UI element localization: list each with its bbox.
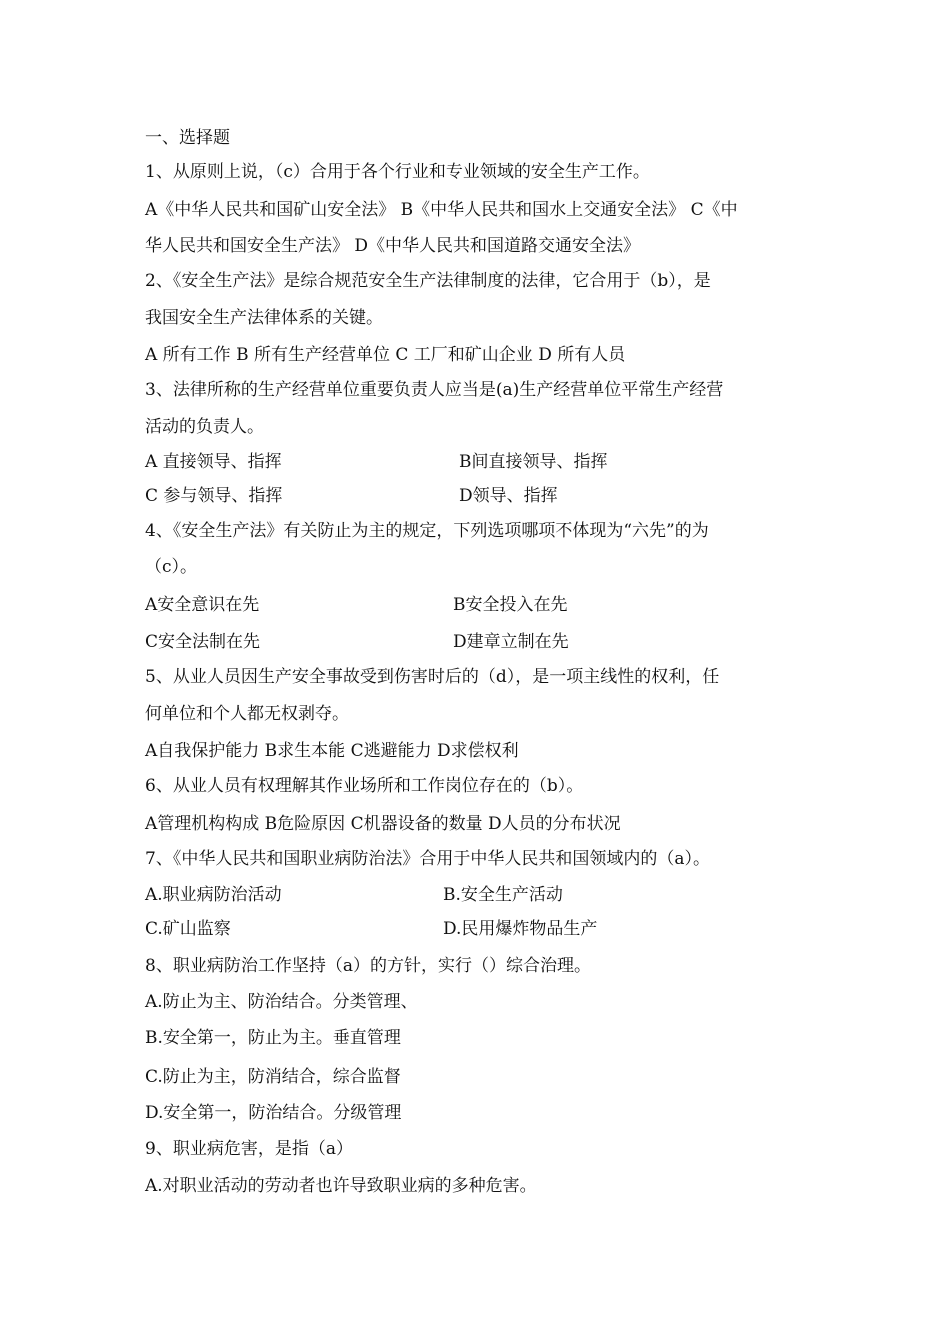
- question-7-option-d: D.民用爆炸物品生产: [443, 919, 598, 939]
- question-3-option-c: C 参与领导、指挥: [145, 486, 283, 506]
- question-4-option-a: A安全意识在先: [145, 595, 260, 615]
- question-7-stem: 7、《中华人民共和国职业病防治法》合用于中华人民共和国领域内的（a）。: [145, 849, 710, 869]
- question-7-option-c: C.矿山监察: [145, 919, 231, 939]
- section-title: 一、选择题: [145, 128, 230, 148]
- question-4-option-c: C安全法制在先: [145, 632, 261, 652]
- question-1-options-line-2: 华人民共和国安全生产法》 D《中华人民共和国道路交通安全法》: [145, 236, 641, 256]
- question-8-option-b: B.安全第一，防止为主。垂直管理: [145, 1028, 401, 1048]
- question-9-option-a: A.对职业活动的劳动者也许导致职业病的多种危害。: [145, 1176, 537, 1196]
- question-4-stem-line-2: （c）。: [145, 557, 198, 577]
- question-6-options: A管理机构构成 B危险原因 C机器设备的数量 D人员的分布状况: [145, 814, 621, 834]
- question-5-options: A自我保护能力 B求生本能 C逃避能力 D求偿权利: [145, 741, 519, 761]
- question-2-stem-line-1: 2、《安全生产法》是综合规范安全生产法律制度的法律，它合用于（b），是: [145, 271, 711, 291]
- question-6-stem: 6、从业人员有权理解其作业场所和工作岗位存在的（b）。: [145, 776, 584, 796]
- question-8-option-c: C.防止为主，防消结合，综合监督: [145, 1067, 401, 1087]
- question-5-stem-line-2: 何单位和个人都无权剥夺。: [145, 704, 349, 724]
- question-8-stem: 8、职业病防治工作坚持（a）的方针，实行（）综合治理。: [145, 956, 591, 976]
- question-9-stem: 9、职业病危害，是指（a）: [145, 1139, 353, 1159]
- question-4-option-b: B安全投入在先: [453, 595, 568, 615]
- question-3-option-a: A 直接领导、指挥: [145, 452, 282, 472]
- question-3-option-b: B间直接领导、指挥: [459, 452, 608, 472]
- question-4-stem-line-1: 4、《安全生产法》有关防止为主的规定，下列选项哪项不体现为“六先”的为: [145, 521, 709, 541]
- question-1-options-line-1: A《中华人民共和国矿山安全法》 B《中华人民共和国水上交通安全法》 C《中: [145, 200, 738, 220]
- question-3-option-d: D领导、指挥: [459, 486, 558, 506]
- question-7-option-a: A.职业病防治活动: [145, 885, 282, 905]
- question-1-stem: 1、从原则上说，（c）合用于各个行业和专业领域的安全生产工作。: [145, 162, 650, 182]
- question-3-stem-line-2: 活动的负责人。: [145, 417, 264, 437]
- question-8-option-d: D.安全第一，防治结合。分级管理: [145, 1103, 402, 1123]
- question-8-option-a: A.防止为主、防治结合。分类管理、: [145, 992, 418, 1012]
- question-2-options: A 所有工作 B 所有生产经营单位 C 工厂和矿山企业 D 所有人员: [145, 345, 626, 365]
- question-3-stem-line-1: 3、法律所称的生产经营单位重要负责人应当是(a)生产经营单位平常生产经营: [145, 380, 724, 400]
- question-2-stem-line-2: 我国安全生产法律体系的关键。: [145, 308, 383, 328]
- question-5-stem-line-1: 5、从业人员因生产安全事故受到伤害时后的（d），是一项主线性的权利，任: [145, 667, 720, 687]
- question-7-option-b: B.安全生产活动: [443, 885, 563, 905]
- question-4-option-d: D建章立制在先: [453, 632, 569, 652]
